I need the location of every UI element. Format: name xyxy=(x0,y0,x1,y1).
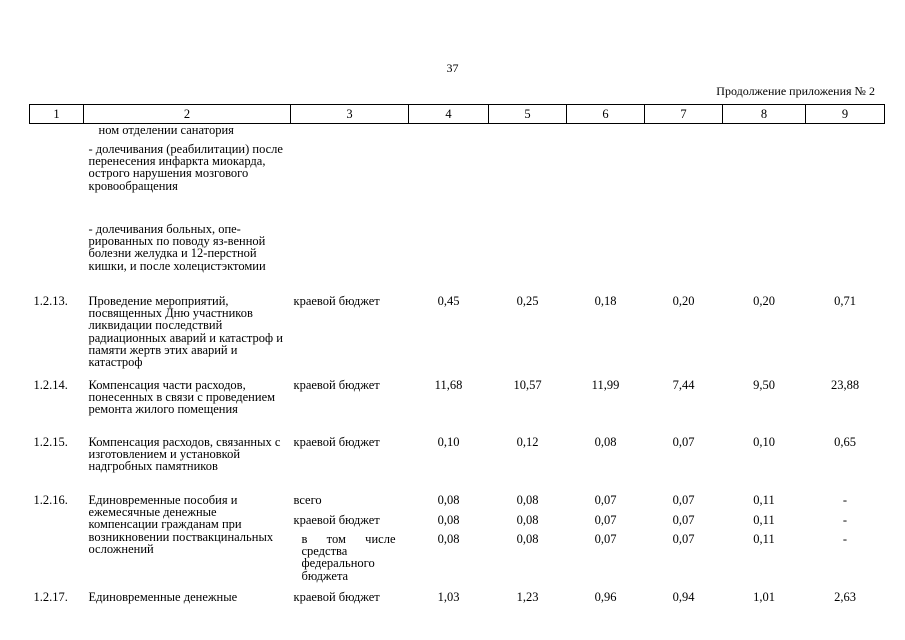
row-value: 2,63 xyxy=(834,590,856,604)
row-value: 0,08 xyxy=(437,532,460,546)
table-row xyxy=(30,289,885,379)
row-value: 0,20 xyxy=(672,294,695,308)
header-cell: 6 xyxy=(567,105,645,124)
row-value: 0,08 xyxy=(437,512,460,527)
row-funding: краевой бюджет xyxy=(293,435,380,449)
row-value: 11,68 xyxy=(434,378,463,392)
row-value: 0,94 xyxy=(672,590,695,604)
row-value: 0,08 xyxy=(437,493,460,507)
row-value: 1,23 xyxy=(516,590,539,604)
row-value: 0,11 xyxy=(753,532,775,546)
row-value: 0,07 xyxy=(594,512,617,527)
row-value: 0,11 xyxy=(753,493,775,507)
row-value: 0,08 xyxy=(594,435,617,449)
row-code: 1.2.13. xyxy=(33,294,68,308)
row-value: 0,07 xyxy=(672,512,695,527)
row-value: - xyxy=(842,532,848,546)
row-value: 0,07 xyxy=(672,435,695,449)
row-funding: краевой бюджет xyxy=(293,590,380,604)
header-cell: 3 xyxy=(291,105,409,124)
row-value: 7,44 xyxy=(672,378,695,392)
continued-row xyxy=(30,124,885,139)
row-value: 10,57 xyxy=(513,378,542,392)
row-value: 0,07 xyxy=(594,493,617,507)
header-cell: 4 xyxy=(409,105,489,124)
row-text: Проведение мероприятий, посвященных Дню участников ликвидации последствий радиационных аварий и катастроф и памяти жертв этих аварий и катастроф xyxy=(88,294,283,370)
row-value: 0,96 xyxy=(594,590,617,604)
header-cell: 8 xyxy=(723,105,806,124)
row-value: 0,10 xyxy=(753,435,775,449)
row-value: 0,71 xyxy=(834,294,856,308)
row-value: 0,07 xyxy=(672,493,695,507)
row-value: 0,11 xyxy=(753,512,775,527)
row-value: 23,88 xyxy=(830,378,860,392)
row-code: 1.2.15. xyxy=(33,435,68,449)
row-text: Единовременные денежные xyxy=(88,590,238,604)
funding-line: в том числе средства федерального бюджета xyxy=(301,532,396,583)
row-text: Компенсация расходов, связанных с изготовлением и установкой надгробных памятников xyxy=(88,435,281,474)
row-text: Единовременные пособия и ежемесячные денежные компенсации гражданам при возникновении поствакцинальных осложнений xyxy=(88,493,274,556)
sub-item-row xyxy=(30,223,885,289)
row-value: 0,08 xyxy=(516,532,539,546)
row-code: 1.2.14. xyxy=(33,378,68,392)
row-value: 0,65 xyxy=(834,435,856,449)
page-number: 37 xyxy=(446,61,459,75)
funding-line: краевой бюджет xyxy=(293,512,380,527)
row-code: 1.2.16. xyxy=(33,493,68,507)
row-value: 11,99 xyxy=(591,378,620,392)
row-text: Компенсация части расходов, понесенных в связи с проведением ремонта жилого помещения xyxy=(88,378,276,417)
row-funding: краевой бюджет xyxy=(293,378,380,392)
row-value: 1,01 xyxy=(753,590,775,604)
row-value: 0,45 xyxy=(437,294,460,308)
program-table xyxy=(29,104,885,607)
sub-item-text: - долечивания больных, опе-рированных по поводу яз-венной болезни желудка и 12-перстной кишки, и после холецистэктомии xyxy=(88,222,266,273)
row-value: 0,08 xyxy=(516,512,539,527)
row-value: - xyxy=(842,512,848,527)
header-cell: 7 xyxy=(645,105,723,124)
header-row xyxy=(30,105,885,124)
table-row xyxy=(30,379,885,436)
header-cell: 1 xyxy=(30,105,84,124)
row-value: 0,25 xyxy=(516,294,539,308)
header-cell: 9 xyxy=(806,105,885,124)
row-value: 0,07 xyxy=(672,532,695,546)
continued-text: ном отделении санатория xyxy=(98,123,234,137)
row-value: - xyxy=(842,493,848,507)
table-row xyxy=(30,436,885,494)
row-value: 0,12 xyxy=(516,435,539,449)
sub-item-row xyxy=(30,138,885,223)
header-cell: 2 xyxy=(84,105,291,124)
row-value: 0,07 xyxy=(594,532,617,546)
row-funding: краевой бюджет xyxy=(293,294,380,308)
row-value: 0,10 xyxy=(437,435,460,449)
row-value: 0,08 xyxy=(516,493,539,507)
header-cell: 5 xyxy=(489,105,567,124)
row-code: 1.2.17. xyxy=(33,590,68,604)
row-value: 0,18 xyxy=(594,294,617,308)
row-value: 1,03 xyxy=(437,590,460,604)
row-value: 0,20 xyxy=(753,294,775,308)
table-row xyxy=(30,494,885,591)
table-row xyxy=(30,591,885,607)
sub-item-text: - долечивания (реабилитации) после перенесения инфаркта миокарда, острого нарушения мозгового кровообращения xyxy=(88,142,283,193)
row-value: 9,50 xyxy=(753,378,775,392)
funding-line: всего xyxy=(293,493,322,507)
continuation-note: Продолжение приложения № 2 xyxy=(716,84,875,98)
